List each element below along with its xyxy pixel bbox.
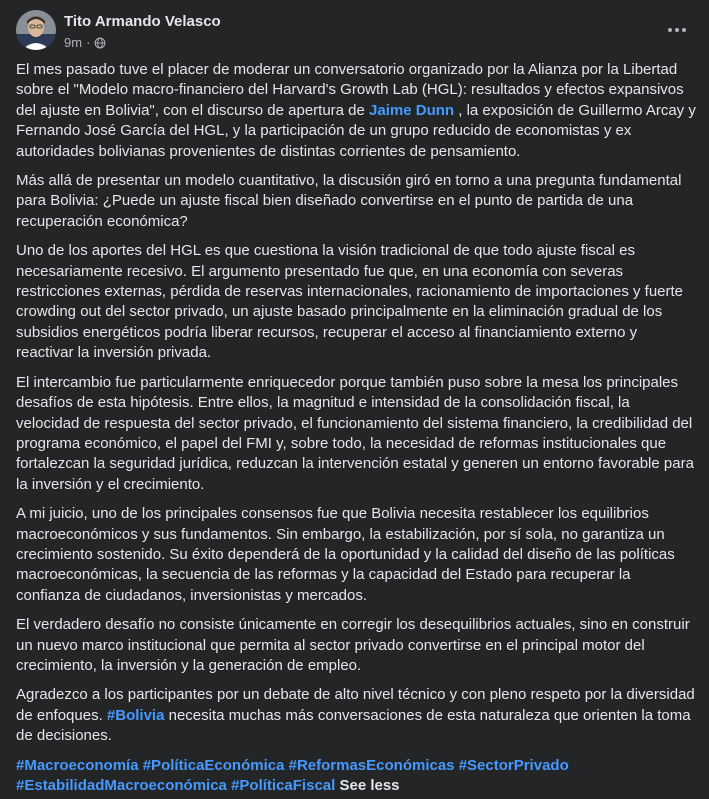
meta-separator: · xyxy=(86,35,91,50)
paragraph-7-text-end: necesita muchas más conversaciones de esta naturaleza que orienten la toma de decisiones. xyxy=(16,706,691,745)
post-body xyxy=(16,60,696,799)
paragraph-1 xyxy=(16,60,696,162)
hashtag-bolivia[interactable]: #Bolivia xyxy=(106,706,165,724)
post-header xyxy=(16,10,693,54)
paragraph-5: A mi juicio, uno de los principales consensos fue que Bolivia necesita restablecer los equilibrios macroeconómicos y sus fundamentos. Sin embargo, la estabilización, por sí sola, no garantiza un crecimiento sostenido. Su éxito dependerá de la oportunidad y la calidad del diseño de las políticas macroeconómicas, la secuencia de las reformas y la capacidad del Estado para recuperar la confianza de ciudadanos, inversionistas y mercados. xyxy=(16,505,675,604)
hashtag-link[interactable]: #ReformasEconómicas xyxy=(288,756,455,774)
mention-jaime-dunn[interactable]: Jaime Dunn xyxy=(369,101,455,119)
post-meta xyxy=(64,35,106,50)
more-horizontal-icon[interactable] xyxy=(661,16,693,44)
hashtag-link[interactable]: #Macroeconomía xyxy=(16,756,139,774)
paragraph-6: El verdadero desafío no consiste únicamente en corregir los desequilibrios actuales, sino en construir un nuevo marco institucional que permita al sector privado convertirse en el principal motor del crecimiento, la inversión y la generación de empleo. xyxy=(16,616,690,674)
paragraph-1-text-start: El mes pasado tuve el placer de moderar un conversatorio organizado por la Alianza por la Libertad sobre el "Modelo macro-financiero del Harvard's Growth Lab (HGL): resultados y efectos expansivos del ajuste en Bolivia", con el discurso de apertura de xyxy=(16,61,684,119)
paragraph-1-text-end: , la exposición de Guillermo Arcay y Fernando José García del HGL, y la participación de un grupo reducido de economistas y ex autoridades bolivianas provenientes de distintas corrientes de pensamiento. xyxy=(16,101,696,160)
paragraph-3: Uno de los aportes del HGL es que cuestiona la visión tradicional de que todo ajuste fiscal es necesariamente recesivo. El argumento presentado fue que, en una economía con severas restricciones externas, pérdida de reservas internacionales, racionamiento de importaciones y fuerte crowding out del sector privado, un ajuste basado principalmente en la eliminación gradual de los subsidios energéticos podría liberar recursos, recuperar el acceso al financiamiento externo y reactivar la inversión privada. xyxy=(16,242,684,362)
see-less-button[interactable]: See less xyxy=(339,777,400,794)
post-time[interactable]: 9m xyxy=(64,35,83,50)
hashtag-link[interactable]: #EstabilidadMacroeconómica xyxy=(16,777,227,794)
globe-icon[interactable] xyxy=(94,37,106,49)
paragraph-7-text-start: Agradezco a los participantes por un debate de alto nivel técnico y con pleno respeto por la diversidad de enfoques. xyxy=(16,686,695,724)
paragraph-7 xyxy=(16,685,696,746)
avatar[interactable] xyxy=(16,10,56,50)
author-name[interactable]: Tito Armando Velasco xyxy=(64,13,221,30)
profile-photo xyxy=(16,10,56,50)
hashtag-link[interactable]: #SectorPrivado xyxy=(458,756,569,774)
hashtag-link[interactable]: #PolíticaFiscal xyxy=(231,777,336,794)
hashtag-link[interactable]: #PolíticaEconómica xyxy=(142,756,285,774)
paragraph-2: Más allá de presentar un modelo cuantitativo, la discusión giró en torno a una pregunta fundamental para Bolivia: ¿Puede un ajuste fiscal bien diseñado convertirse en el punto de partida de una recuperación económica? xyxy=(16,172,682,230)
paragraph-4: El intercambio fue particularmente enriquecedor porque también puso sobre la mesa los principales desafíos de esta hipótesis. Entre ellos, la magnitud e intensidad de la consolidación fiscal, la velocidad de respuesta del sector privado, el funcionamiento del sistema financiero, la credibilidad del programa económico, el papel del FMI y, sobre todo, la necesidad de reformas institucionales que fortalezcan la seguridad jurídica, reduzcan la intervención estatal y generen un entorno favorable para la inversión y el crecimiento. xyxy=(16,373,694,493)
hashtag-list xyxy=(16,756,696,797)
